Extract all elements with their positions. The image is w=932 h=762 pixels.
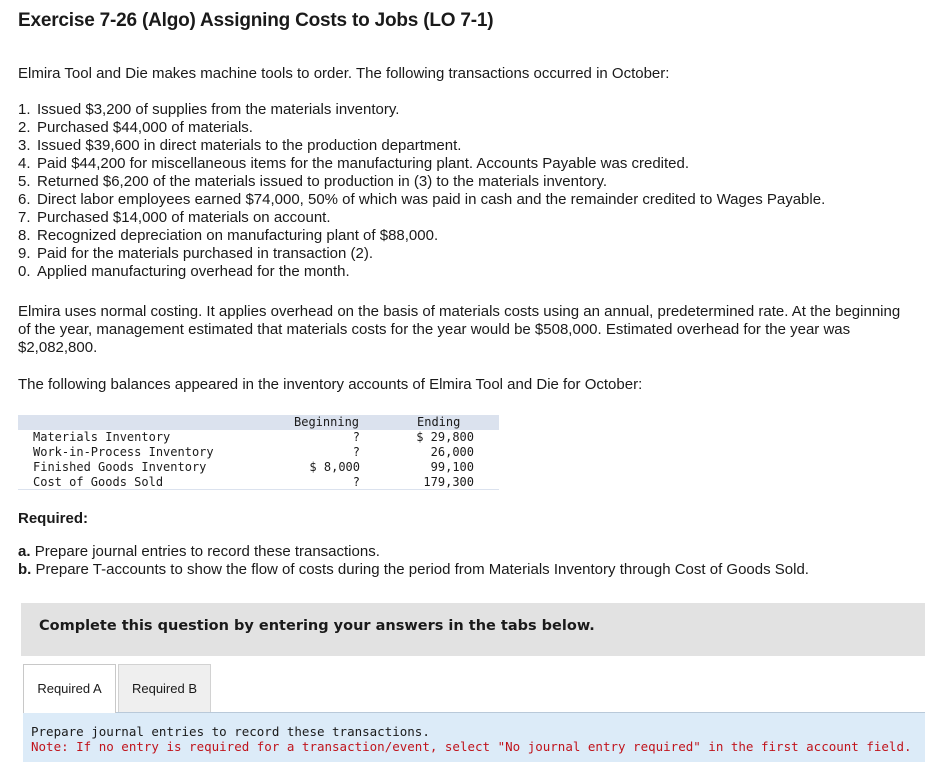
- tab-required-a[interactable]: Required A: [23, 664, 116, 713]
- account-name: Finished Goods Inventory: [33, 460, 207, 474]
- required-text: Prepare journal entries to record these transactions.: [34, 543, 380, 560]
- transaction-number: 9.: [18, 245, 31, 262]
- header-beginning: Beginning: [294, 415, 360, 429]
- transaction-text: Recognized depreciation on manufacturing plant of $88,000.: [37, 227, 439, 244]
- beginning-balance: ?: [352, 475, 360, 489]
- list-item: [18, 155, 825, 173]
- tab-required-b[interactable]: Required B: [118, 664, 211, 712]
- costing-paragraph: Elmira uses normal costing. It applies overhead on the basis of materials costs using an annual, predetermined rate. At the beginning of the year, management estimated that materials costs for the year would be $508,000. Estimated overhead for the year was $2,082,800.: [18, 303, 901, 356]
- list-item: [18, 101, 825, 119]
- transaction-number: 0.: [18, 263, 31, 280]
- list-item: [18, 191, 825, 209]
- ending-balance: 26,000: [430, 445, 474, 459]
- account-name: Work-in-Process Inventory: [33, 445, 214, 459]
- account-name: Materials Inventory: [33, 430, 171, 444]
- table-bottom-rule: [18, 489, 499, 490]
- transaction-text: Direct labor employees earned $74,000, 50% of which was paid in cash and the remainder credited to Wages Payable.: [37, 191, 826, 208]
- transaction-number: 6.: [18, 191, 31, 208]
- transaction-number: 7.: [18, 209, 31, 226]
- beginning-balance: $ 8,000: [309, 460, 360, 474]
- transaction-number: 8.: [18, 227, 31, 244]
- list-item: [18, 543, 809, 561]
- transaction-text: Applied manufacturing overhead for the month.: [37, 263, 350, 280]
- balances-intro: The following balances appeared in the inventory accounts of Elmira Tool and Die for October:: [18, 376, 643, 393]
- tab-panel: [23, 712, 925, 762]
- list-item: [18, 245, 825, 263]
- beginning-balance: ?: [352, 445, 360, 459]
- transaction-text: Paid for the materials purchased in transaction (2).: [37, 245, 373, 262]
- transaction-number: 1.: [18, 101, 31, 118]
- instruction-banner: [21, 603, 925, 656]
- ending-balance: $ 29,800: [416, 430, 474, 444]
- list-item: [18, 119, 825, 137]
- intro-text: Elmira Tool and Die makes machine tools to order. The following transactions occurred in October:: [18, 65, 670, 82]
- transaction-text: Purchased $44,000 of materials.: [37, 119, 253, 136]
- transaction-text: Returned $6,200 of the materials issued to production in (3) to the materials inventory.: [37, 173, 608, 190]
- banner-text: Complete this question by entering your answers in the tabs below.: [39, 618, 595, 634]
- panel-note: Note: If no entry is required for a transaction/event, select "No journal entry required" in the first account field.: [31, 739, 912, 754]
- list-item: [18, 263, 825, 281]
- list-item: [18, 227, 825, 245]
- ending-balance: 179,300: [423, 475, 474, 489]
- list-item: [18, 173, 825, 191]
- required-heading: Required:: [18, 510, 89, 527]
- required-letter: b.: [18, 561, 32, 578]
- account-name: Cost of Goods Sold: [33, 475, 164, 489]
- transaction-text: Issued $3,200 of supplies from the materials inventory.: [37, 101, 400, 118]
- list-item: [18, 561, 809, 579]
- panel-instruction: Prepare journal entries to record these transactions.: [31, 724, 430, 739]
- transaction-number: 5.: [18, 173, 31, 190]
- required-list: [18, 543, 809, 579]
- required-letter: a.: [18, 543, 31, 560]
- header-ending: Ending: [417, 415, 461, 429]
- required-text: Prepare T-accounts to show the flow of costs during the period from Materials Inventory through Cost of Goods Sold.: [35, 561, 809, 578]
- inventory-table-header: [18, 415, 499, 430]
- transaction-text: Paid $44,200 for miscellaneous items for the manufacturing plant. Accounts Payable was credited.: [37, 155, 690, 172]
- transaction-text: Issued $39,600 in direct materials to the production department.: [37, 137, 462, 154]
- page-title: Exercise 7-26 (Algo) Assigning Costs to Jobs (LO 7-1): [18, 10, 494, 31]
- ending-balance: 99,100: [430, 460, 474, 474]
- beginning-balance: ?: [352, 430, 360, 444]
- list-item: [18, 137, 825, 155]
- transaction-number: 2.: [18, 119, 31, 136]
- transaction-number: 3.: [18, 137, 31, 154]
- list-item: [18, 209, 825, 227]
- transaction-text: Purchased $14,000 of materials on account.: [37, 209, 331, 226]
- transaction-number: 4.: [18, 155, 31, 172]
- transactions-list: [18, 101, 825, 281]
